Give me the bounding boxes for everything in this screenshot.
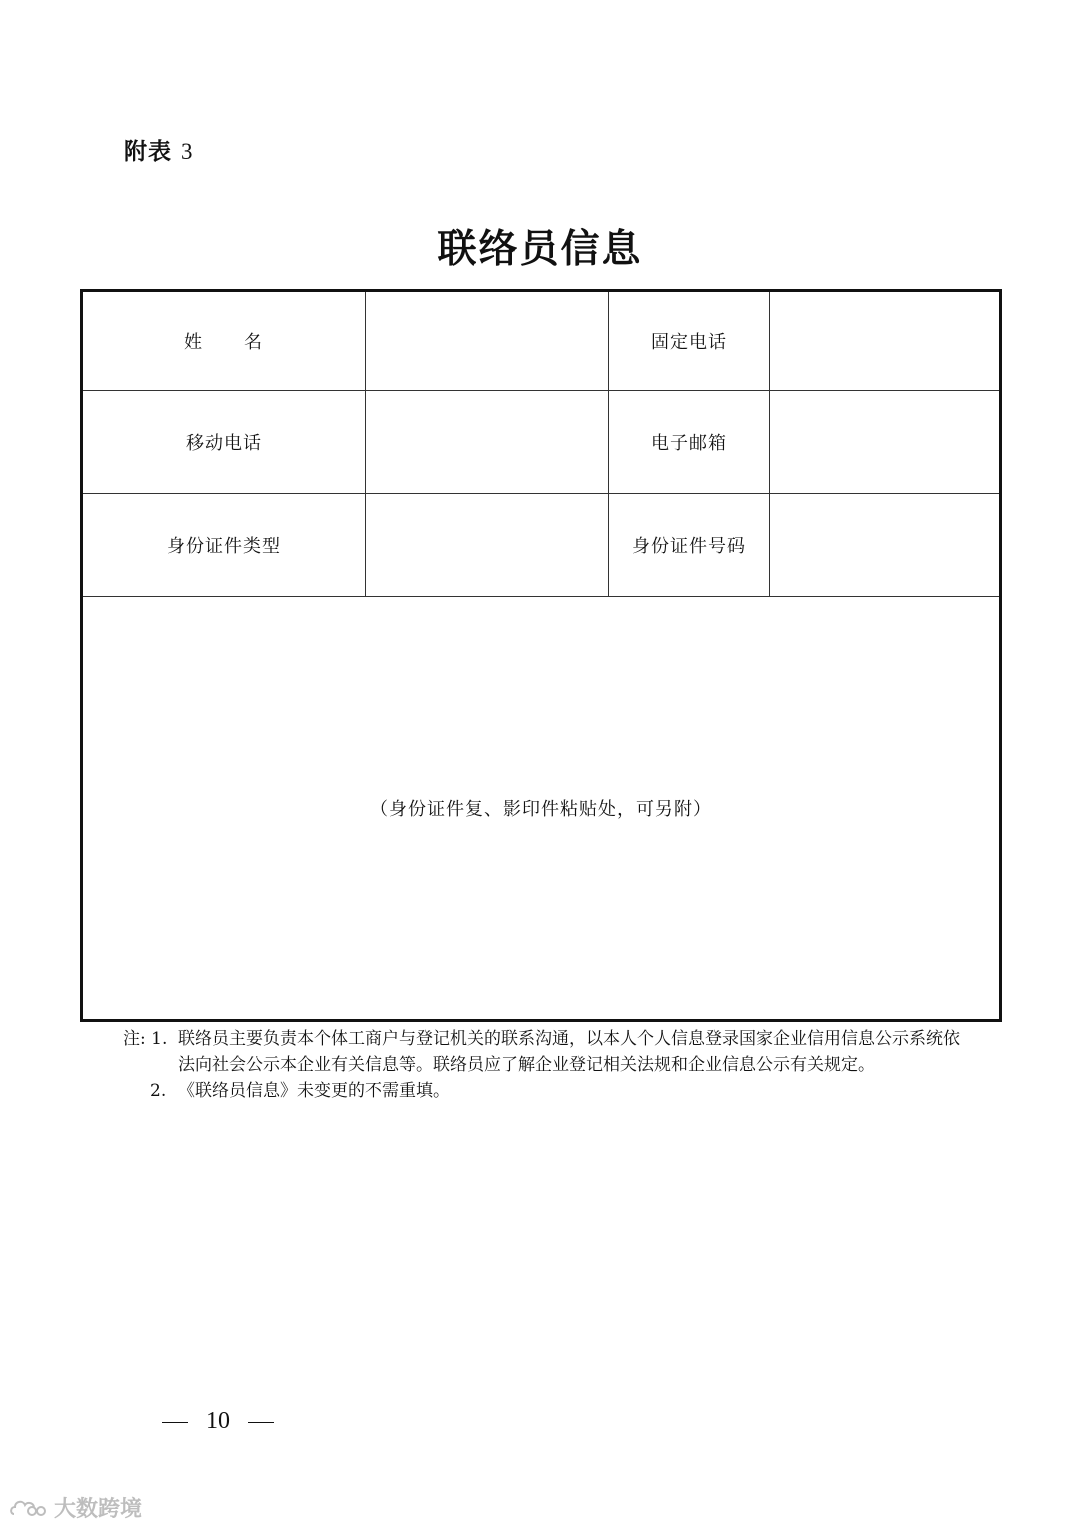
page-number-value: 10 bbox=[206, 1408, 230, 1434]
id-number-field[interactable] bbox=[770, 494, 1001, 597]
watermark bbox=[8, 1492, 142, 1523]
contact-info-table bbox=[80, 289, 1002, 1022]
attachment-note: （身份证件复、影印件粘贴处，可另附） bbox=[370, 799, 712, 820]
appendix-label bbox=[124, 133, 194, 166]
page-number-dash-right bbox=[248, 1422, 274, 1423]
appendix-label-text: 附表 bbox=[124, 139, 172, 165]
page-number-dash-left bbox=[162, 1422, 188, 1423]
name-label: 姓名 bbox=[82, 291, 366, 391]
mobile-phone-label: 移动电话 bbox=[82, 391, 366, 494]
landline-label: 固定电话 bbox=[609, 291, 770, 391]
appendix-number: 3 bbox=[181, 139, 194, 164]
table-row bbox=[82, 597, 1001, 1021]
footnotes bbox=[123, 1026, 973, 1104]
table-row bbox=[82, 391, 1001, 494]
footnote-1 bbox=[123, 1026, 973, 1078]
footnote-2-prefix: 2. bbox=[150, 1081, 167, 1101]
id-type-label: 身份证件类型 bbox=[82, 494, 366, 597]
watermark-text: 大数跨境 bbox=[54, 1497, 143, 1522]
footnote-1-text: 联络员主要负责本个体工商户与登记机关的联系沟通，以本人个人信息登录国家企业信用信息公示系统依法向社会公示本企业有关信息等。联络员应了解企业登记相关法规和企业信息公示有关规定。 bbox=[178, 1029, 960, 1075]
id-type-field[interactable] bbox=[366, 494, 609, 597]
table-row bbox=[82, 494, 1001, 597]
mobile-phone-field[interactable] bbox=[366, 391, 609, 494]
id-number-label: 身份证件号码 bbox=[609, 494, 770, 597]
cloud-logo-icon bbox=[8, 1496, 50, 1520]
email-label: 电子邮箱 bbox=[609, 391, 770, 494]
footnote-2 bbox=[123, 1078, 973, 1104]
landline-field[interactable] bbox=[770, 291, 1001, 391]
page-title: 联络员信息 bbox=[437, 227, 643, 272]
footnote-1-prefix: 注: 1. bbox=[123, 1029, 168, 1049]
email-field[interactable] bbox=[770, 391, 1001, 494]
id-copy-attachment-area[interactable] bbox=[82, 597, 1001, 1021]
page-number bbox=[150, 1408, 286, 1435]
table-row bbox=[82, 291, 1001, 391]
footnote-2-text: 《联络员信息》未变更的不需重填。 bbox=[178, 1081, 450, 1101]
name-field[interactable] bbox=[366, 291, 609, 391]
